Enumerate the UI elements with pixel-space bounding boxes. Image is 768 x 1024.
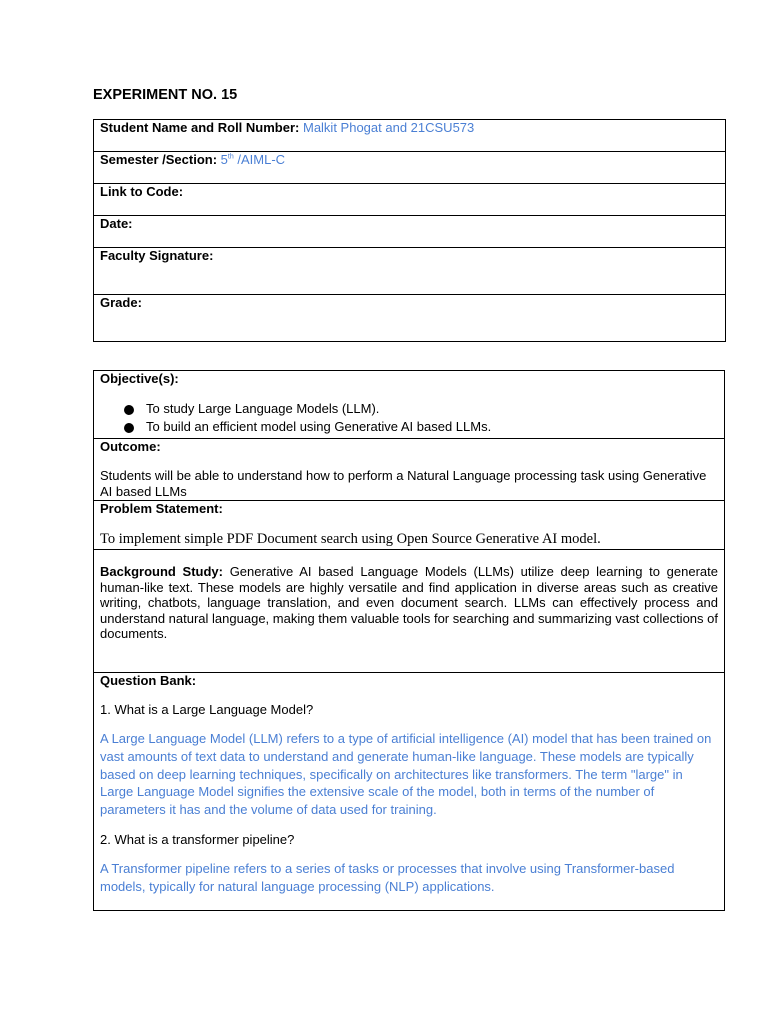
info-table (93, 119, 726, 342)
table-row (94, 248, 726, 295)
semester-number: 5 (220, 152, 228, 167)
table-row (94, 216, 726, 248)
problem-statement-text: To implement simple PDF Document search using Open Source Generative AI model. (100, 531, 601, 547)
bullet-icon (124, 423, 134, 433)
date-label: Date: (100, 216, 133, 231)
experiment-details-box (93, 370, 725, 911)
outcome-heading: Outcome: (100, 439, 161, 454)
student-label: Student Name and Roll Number: (100, 120, 300, 135)
bullet-icon (124, 405, 134, 415)
grade-cell (94, 295, 726, 342)
table-row (94, 152, 726, 184)
question-2: 2. What is a transformer pipeline? (100, 831, 295, 847)
outcome-section (94, 439, 724, 501)
student-cell (94, 120, 726, 152)
semester-label: Semester /Section: (100, 152, 218, 167)
question-bank-heading: Question Bank: (100, 673, 197, 688)
faculty-signature-label: Faculty Signature: (100, 248, 214, 263)
table-row (94, 120, 726, 152)
link-label: Link to Code: (100, 184, 184, 199)
semester-suffix: th (227, 153, 234, 161)
answer-2: A Transformer pipeline refers to a series of tasks or processes that involve using Transformer-based models, typically for natural language processing (NLP) applications. (100, 860, 675, 894)
grade-label: Grade: (100, 295, 142, 310)
objective-text: To build an efficient model using Generative AI based LLMs. (146, 419, 492, 434)
problem-statement-section (94, 501, 724, 550)
objective-text: To study Large Language Models (LLM). (146, 401, 380, 416)
question-bank-section (94, 673, 724, 910)
page-title: EXPERIMENT NO. 15 (93, 87, 238, 103)
link-cell (94, 184, 726, 216)
semester-section: /AIML-C (233, 152, 286, 167)
date-cell (94, 216, 726, 248)
question-1: 1. What is a Large Language Model? (100, 702, 314, 717)
objectives-section (94, 371, 724, 439)
objectives-heading: Objective(s): (100, 371, 179, 386)
problem-statement-heading: Problem Statement: (100, 501, 223, 516)
outcome-text: Students will be able to understand how to perform a Natural Language processing task using Generative AI based LLMs (100, 468, 707, 499)
background-study-paragraph (100, 564, 718, 642)
background-study-text: Generative AI based Language Models (LLMs) utilize deep learning to generate human-like text. These models are highly versatile and find application in diverse areas such as creative writing, chatbots, language translation, and even document search. LLMs can effectively process and understand natural language, making them valuable tools for searching and summarizing vast collections of documents. (100, 564, 718, 641)
list-item (100, 418, 718, 436)
faculty-signature-cell (94, 248, 726, 295)
background-study-heading: Background Study: (100, 564, 223, 579)
semester-cell (94, 152, 726, 184)
student-value: Malkit Phogat and 21CSU573 (302, 120, 475, 135)
table-row (94, 295, 726, 342)
list-item (100, 400, 718, 418)
table-row (94, 184, 726, 216)
semester-value (221, 152, 285, 167)
objectives-list (100, 400, 718, 436)
background-study-section (94, 550, 724, 673)
answer-1: A Large Language Model (LLM) refers to a type of artificial intelligence (AI) model that has been trained on vast amounts of text data to understand and generate human-like language. These models are typically based on deep learning techniques, specifically on architectures like transformers. The term "large" in Large Language Model signifies the extensive scale of the model, both in terms of the number of parameters it has and the volume of data used for training. (100, 731, 712, 818)
